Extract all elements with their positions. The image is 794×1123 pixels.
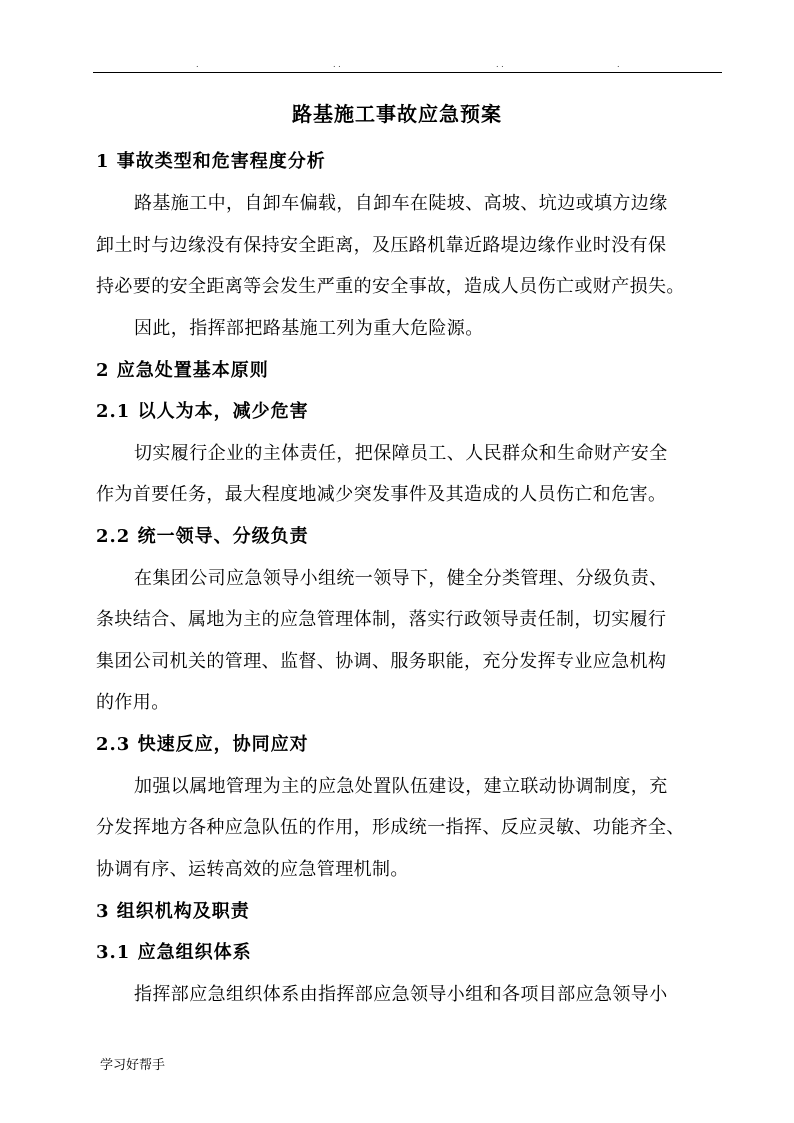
section-heading-2-2: 2.2 统一领导、分级负责: [96, 526, 309, 547]
paragraph-line: 条块结合、属地为主的应急管理体制，落实行政领导责任制，切实履行: [96, 609, 667, 630]
page-footer: 学习好帮手: [100, 1058, 166, 1073]
paragraph-line: 路基施工中，自卸车偏载，自卸车在陡坡、高坡、坑边或填方边缘: [134, 193, 668, 214]
header-mark: .: [617, 60, 620, 69]
paragraph-line: 加强以属地管理为主的应急处置队伍建设，建立联动协调制度，充: [134, 776, 668, 797]
document-title: 路基施工事故应急预案: [292, 102, 502, 126]
section-heading-3: 3 组织机构及职责: [96, 901, 250, 922]
section-heading-1: 1 事故类型和危害程度分析: [96, 151, 326, 172]
header-marks: [93, 60, 722, 70]
section-heading-3-1: 3.1 应急组织体系: [96, 942, 252, 963]
paragraph-line: 持必要的安全距离等会发生严重的安全事故，造成人员伤亡或财产损失。: [96, 276, 685, 297]
paragraph-line: 指挥部应急组织体系由指挥部应急领导小组和各项目部应急领导小: [134, 984, 668, 1005]
paragraph-line: 集团公司机关的管理、监督、协调、服务职能，充分发挥专业应急机构: [96, 651, 667, 672]
paragraph-line: 分发挥地方各种应急队伍的作用，形成统一指挥、反应灵敏、功能齐全、: [96, 817, 685, 838]
paragraph-line: 协调有序、运转高效的应急管理机制。: [96, 859, 409, 880]
section-heading-2: 2 应急处置基本原则: [96, 360, 269, 381]
section-heading-2-3: 2.3 快速反应，协同应对: [96, 734, 309, 755]
paragraph-line: 的作用。: [96, 692, 170, 713]
header-mark: . .: [333, 60, 341, 69]
paragraph-line: 作为首要任务，最大程度地减少突发事件及其造成的人员伤亡和危害。: [96, 484, 667, 505]
header-mark: .: [196, 60, 199, 69]
paragraph-line: 因此，指挥部把路基施工列为重大危险源。: [134, 318, 484, 339]
paragraph-line: 卸土时与边缘没有保持安全距离，及压路机靠近路堤边缘作业时没有保: [96, 235, 667, 256]
paragraph-line: 切实履行企业的主体责任，把保障员工、人民群众和生命财产安全: [134, 443, 668, 464]
header-mark: . .: [496, 60, 504, 69]
paragraph-line: 在集团公司应急领导小组统一领导下，健全分类管理、分级负责、: [134, 568, 668, 589]
section-heading-2-1: 2.1 以人为本，减少危害: [96, 401, 309, 422]
header-rule: [93, 72, 722, 73]
